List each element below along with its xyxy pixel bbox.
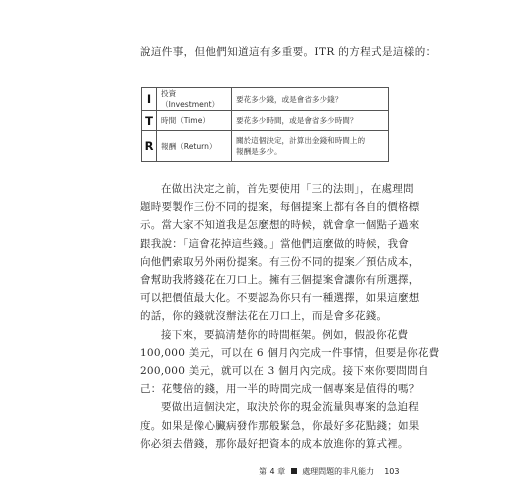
square-bullet-icon — [291, 468, 297, 474]
itr-letter: I — [142, 88, 157, 111]
page-number: 103 — [384, 467, 400, 476]
body-text — [140, 180, 440, 453]
paragraph — [140, 180, 420, 326]
itr-letter: T — [142, 111, 157, 131]
text-line: 己：花雙倍的錢，用一半的時間完成一個專案是值得的嗎？ — [140, 383, 420, 396]
itr-question-line: 關於這個決定，計算出金錢和時間上的 — [236, 136, 366, 145]
text-line: 向他們索取另外兩份提案。有三份不同的提案／預估成本， — [140, 255, 420, 268]
itr-question: 要花多少錢，或是會省多少錢？ — [232, 88, 389, 111]
itr-row-return — [142, 131, 389, 162]
intro-line: 說這件事，但他們知道這有多重要。ITR 的方程式是這樣的： — [140, 46, 437, 58]
text-line: 跟我說：「這會花掉這些錢。」當他們這麼做的時候，我會 — [140, 237, 409, 250]
text-line: 200,000 美元，就可以在 3 個月內完成。接下來你要問問自 — [140, 365, 429, 378]
chapter-label: 第 4 章 — [259, 467, 286, 476]
text-line: 示。當大家不知道我是怎麼想的時候，就會拿一個點子過來 — [140, 219, 420, 232]
text-line: 題時要製作三份不同的提案，每個提案上都有各自的價格標 — [140, 201, 420, 214]
text-line: 接下來，要搞清楚你的時間框架。例如，假設你花費 — [161, 328, 409, 341]
text-line: 要做出這個決定，取決於你的現金流量與專案的急迫程 — [161, 401, 419, 414]
itr-question: 要花多少時間，或是會省多少時間？ — [232, 111, 389, 131]
page-footer — [259, 466, 399, 477]
itr-table — [141, 87, 389, 162]
text-line: 100,000 美元，可以在 6 個月內完成一件事情，但要是你花費 — [140, 346, 440, 359]
itr-row-time — [142, 111, 389, 131]
itr-term: 投資（Investment） — [157, 88, 232, 111]
paragraph — [140, 398, 420, 453]
itr-term: 時間（Time） — [157, 111, 232, 131]
itr-row-investment — [142, 88, 389, 111]
itr-letter: R — [142, 131, 157, 162]
itr-question — [232, 131, 389, 162]
text-line: 可以把價值最大化。不要認為你只有一種選擇，如果這麼想 — [140, 292, 420, 305]
paragraph — [140, 326, 440, 399]
text-line: 在做出決定之前，首先要使用「三的法則」，在處理問 — [161, 183, 414, 195]
text-line: 的話，你的錢就沒辦法花在刀口上，而是會多花錢。 — [140, 310, 388, 323]
itr-term: 報酬（Return） — [157, 131, 232, 162]
text-line: 度。如果是像心臟病發作那般緊急，你最好多花點錢；如果 — [140, 419, 420, 432]
text-line: 你必須去借錢，那你最好把資本的成本放進你的算式裡。 — [140, 437, 409, 450]
itr-question-line: 報酬是多少。 — [236, 147, 282, 156]
text-line: 會幫助我將錢花在刀口上。擁有三個提案會讓你有所選擇， — [140, 274, 420, 287]
chapter-title: 處理問題的非凡能力 — [302, 467, 375, 476]
